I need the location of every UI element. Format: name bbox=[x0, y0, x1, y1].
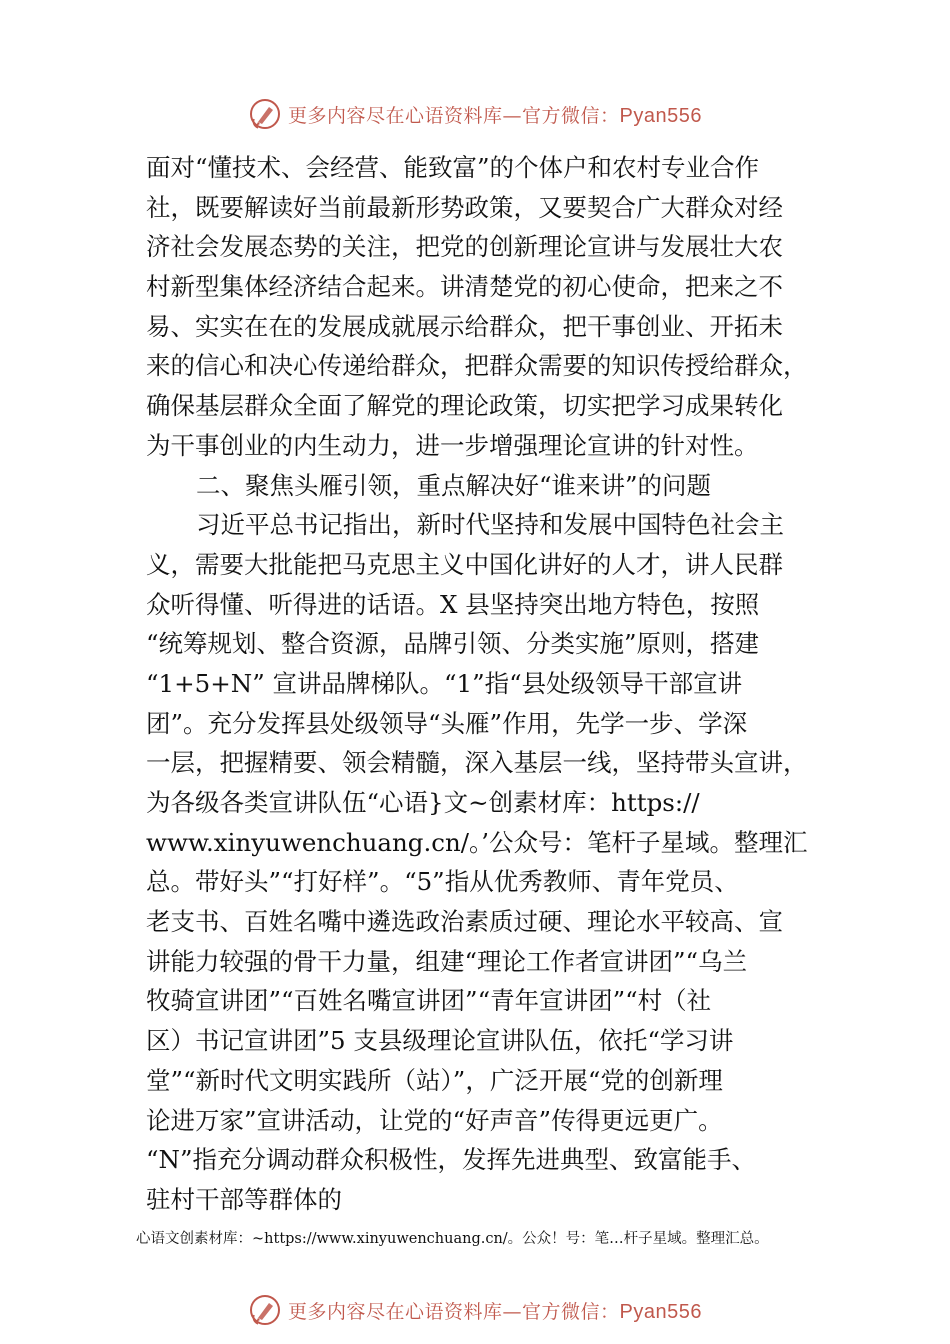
body-line: 来的信心和决心传递给群众，把群众需要的知识传授给群众， bbox=[146, 351, 808, 381]
header-banner bbox=[0, 92, 950, 136]
body-line: 村新型集体经济结合起来。讲清楚党的初心使命，把来之不 bbox=[146, 272, 783, 302]
body-line: 为各级各类宣讲队伍“心语}文~创素材库：https:// bbox=[146, 788, 700, 817]
pen-nib-logo-icon bbox=[248, 97, 282, 131]
body-line: 牧骑宣讲团”“百姓名嘴宣讲团”“青年宣讲团”“村（社 bbox=[146, 986, 712, 1016]
body-line: 确保基层群众全面了解党的理论政策，切实把学习成果转化 bbox=[146, 391, 783, 421]
body-line: 一层，把握精要、领会精髓，深入基层一线，坚持带头宣讲， bbox=[146, 748, 808, 778]
body-line: 堂”“新时代文明实践所（站）”，广泛开展“党的创新理 bbox=[146, 1065, 723, 1095]
body-line: 驻村干部等群体的 bbox=[146, 1184, 342, 1214]
body-line: “N”指充分调动群众积极性，发挥先进典型、致富能手、 bbox=[146, 1145, 756, 1175]
body-line: 团”。充分发挥县处级领导“头雁”作用，先学一步、学深 bbox=[146, 708, 748, 738]
body-line: 众听得懂、听得进的话语。X 县坚持突出地方特色，按照 bbox=[146, 589, 760, 619]
body-line: 区）书记宣讲团”5 支县级理论宣讲队伍，依托“学习讲 bbox=[146, 1026, 734, 1056]
body-line: 习近平总书记指出，新时代坚持和发展中国特色社会主 bbox=[196, 510, 784, 540]
body-line: 济社会发展态势的关注，把党的创新理论宣讲与发展壮大农 bbox=[146, 232, 783, 262]
banner-text: 更多内容尽在心语资料库—官方微信： bbox=[288, 104, 620, 127]
body-line: 义，需要大批能把马克思主义中国化讲好的人才，讲人民群 bbox=[146, 549, 783, 579]
body-line: 为干事创业的内生动力，进一步增强理论宣讲的针对性。 bbox=[146, 430, 759, 460]
banner-wechat-id: Pyan556 bbox=[619, 1300, 702, 1323]
body-line: “统筹规划、整合资源，品牌引领、分类实施”原则，搭建 bbox=[146, 629, 760, 659]
body-line: 老支书、百姓名嘴中遴选政治素质过硬、理论水平较高、宣 bbox=[146, 907, 783, 937]
footer-note: 心语文创素材库：~https://www.xinyuwenchuang.cn/。公众！号：笔…杆子星域。整理汇总。 bbox=[136, 1231, 769, 1247]
body-line: 社，既要解读好当前最新形势政策，又要契合广大群众对经 bbox=[146, 192, 783, 222]
banner-text: 更多内容尽在心语资料库—官方微信： bbox=[288, 1300, 620, 1323]
pen-nib-logo-icon bbox=[248, 1293, 282, 1327]
body-line: 论进万家”宣讲活动，让党的“好声音”传得更远更广。 bbox=[146, 1105, 723, 1135]
body-line: 面对“懂技术、会经营、能致富”的个体户和农村专业合作 bbox=[146, 153, 760, 182]
document-body bbox=[146, 148, 816, 1220]
footer-banner bbox=[0, 1288, 950, 1332]
body-line: 讲能力较强的骨干力量，组建“理论工作者宣讲团”“乌兰 bbox=[146, 946, 748, 976]
banner-wechat-id: Pyan556 bbox=[619, 104, 702, 127]
body-line: 二、聚焦头雁引领，重点解决好“谁来讲”的问题 bbox=[196, 470, 712, 500]
body-line: 总。带好头”“打好样”。“5”指从优秀教师、青年党员、 bbox=[146, 867, 739, 897]
body-line: www.xinyuwenchuang.cn/。’公众号：笔杆子星域。整理汇 bbox=[146, 827, 808, 857]
body-line: “1+5+N” 宣讲品牌梯队。“1”指“县处级领导干部宣讲 bbox=[146, 668, 743, 698]
body-line: 易、实实在在的发展成就展示给群众，把干事创业、开拓未 bbox=[146, 311, 783, 341]
